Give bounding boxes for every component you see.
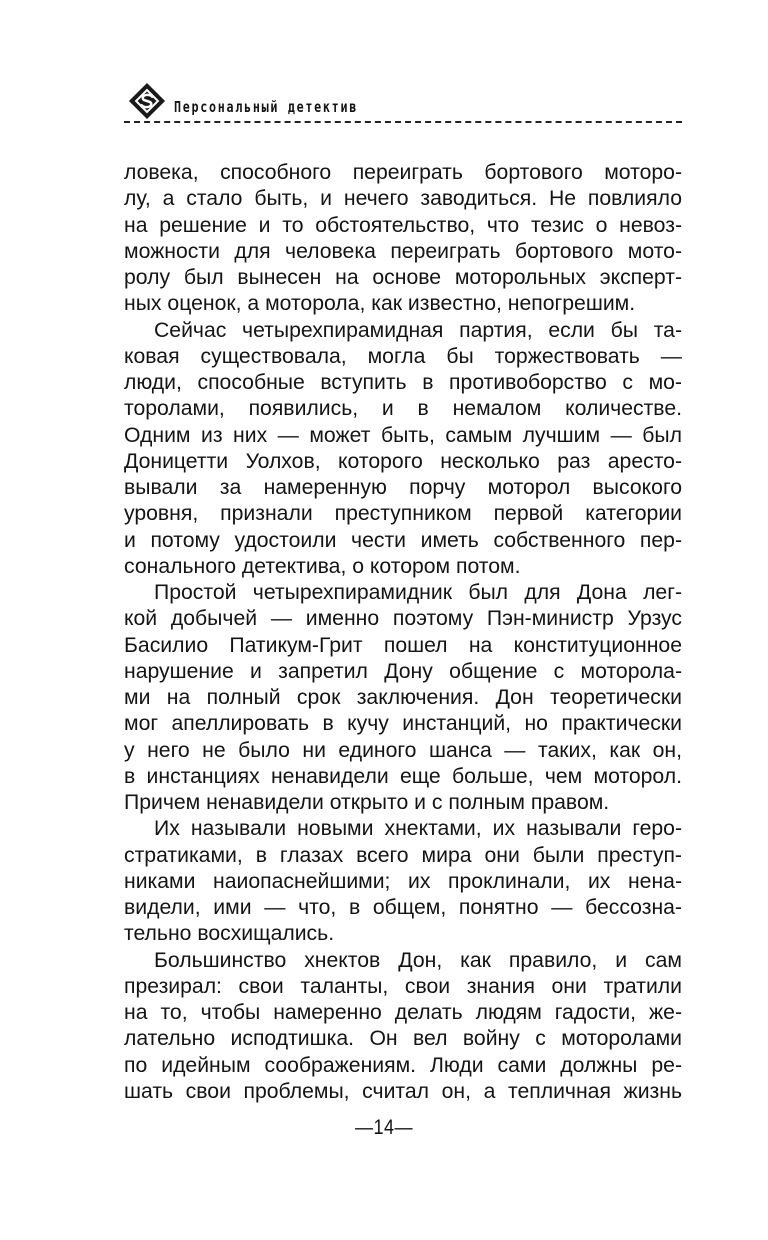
- paragraph: [124, 816, 682, 947]
- text-line: вывали за намеренную порчу моторол высокого: [124, 476, 682, 499]
- text-line: Простой четырехпирамидник был для Дона лег-: [154, 581, 682, 604]
- text-line: Сейчас четырехпирамидная партия, если бы та-: [154, 318, 682, 342]
- running-header: [124, 80, 682, 126]
- text-line: лательно исподтишка. Он вел войну с моторолами: [124, 1027, 682, 1051]
- text-line: шать свои проблемы, считал он, а тепличная жизнь: [124, 1079, 682, 1103]
- paragraph: [124, 160, 682, 318]
- text-line: сонального детектива, о котором потом.: [124, 554, 521, 578]
- paragraph: [124, 318, 682, 581]
- text-line: можности для человека переиграть бортового мото-: [124, 239, 682, 263]
- book-text: [124, 160, 682, 1105]
- text-line: торолами, появились, и в немалом количестве.: [124, 397, 682, 421]
- text-line: стратиками, в глазах всего мира они были преступ-: [124, 843, 682, 867]
- text-line: тельно восхищались.: [124, 922, 335, 946]
- page-number: —14—: [355, 1116, 413, 1139]
- text-line: Их называли новыми хнектами, их называли геро-: [154, 817, 682, 841]
- text-line: лу, а стало быть, и нечего заводиться. Не повлияло: [124, 187, 682, 211]
- text-line: Одним из них — может быть, самым лучшим — был: [124, 423, 682, 447]
- paragraph: [124, 948, 682, 1106]
- text-line: ми на полный срок заключения. Дон теоретически: [124, 686, 682, 709]
- text-line: никами наиопаснейшими; их проклинали, их нена-: [124, 869, 682, 893]
- text-line: Басилио Патикум-Грит пошел на конституционное: [124, 633, 682, 657]
- text-line: у него не было ни единого шанса — таких, как он,: [124, 738, 682, 762]
- text-line: ковая существовала, могла бы торжествовать —: [124, 344, 682, 368]
- running-title: Персональный детектив: [174, 98, 358, 116]
- text-line: люди, способные вступить в противоборство с мо-: [124, 371, 682, 394]
- text-line: в инстанциях ненавидели еще больше, чем моторол.: [124, 764, 682, 788]
- text-line: по идейным соображениям. Люди сами должны ре-: [124, 1053, 682, 1077]
- text-line: на то, чтобы намеренно делать людям гадости, же-: [124, 1001, 682, 1024]
- paragraph: [124, 580, 682, 816]
- book-series-logo-icon: [128, 82, 166, 120]
- text-line: нарушение и запретил Дону общение с моторола-: [124, 659, 682, 683]
- text-line: ролу был вынесен на основе моторольных эксперт-: [124, 266, 682, 289]
- text-line: уровня, признали преступником первой категории: [124, 502, 682, 526]
- text-line: мог апеллировать в кучу инстанций, но практически: [124, 712, 682, 736]
- text-line: видели, ими — что, в общем, понятно — бессозна-: [124, 896, 682, 919]
- text-line: Большинство хнектов Дон, как правило, и сам: [154, 948, 682, 972]
- text-line: Доницетти Уолхов, которого несколько раз аресто-: [124, 449, 682, 473]
- text-line: презирал: свои таланты, свои знания они тратили: [124, 974, 682, 998]
- text-line: и потому удостоили чести иметь собственного пер-: [124, 528, 682, 552]
- header-dashed-rule: [124, 121, 682, 123]
- text-line: Причем ненавидели открыто и с полным правом.: [124, 791, 610, 814]
- text-line: на решение и то обстоятельство, что тезис о невоз-: [124, 213, 682, 237]
- text-line: кой добычей — именно поэтому Пэн-министр Урзус: [124, 607, 682, 631]
- text-line: ных оценок, а моторола, как известно, непогрешим.: [124, 292, 636, 316]
- text-line: ловека, способного переиграть бортового моторо-: [124, 161, 682, 184]
